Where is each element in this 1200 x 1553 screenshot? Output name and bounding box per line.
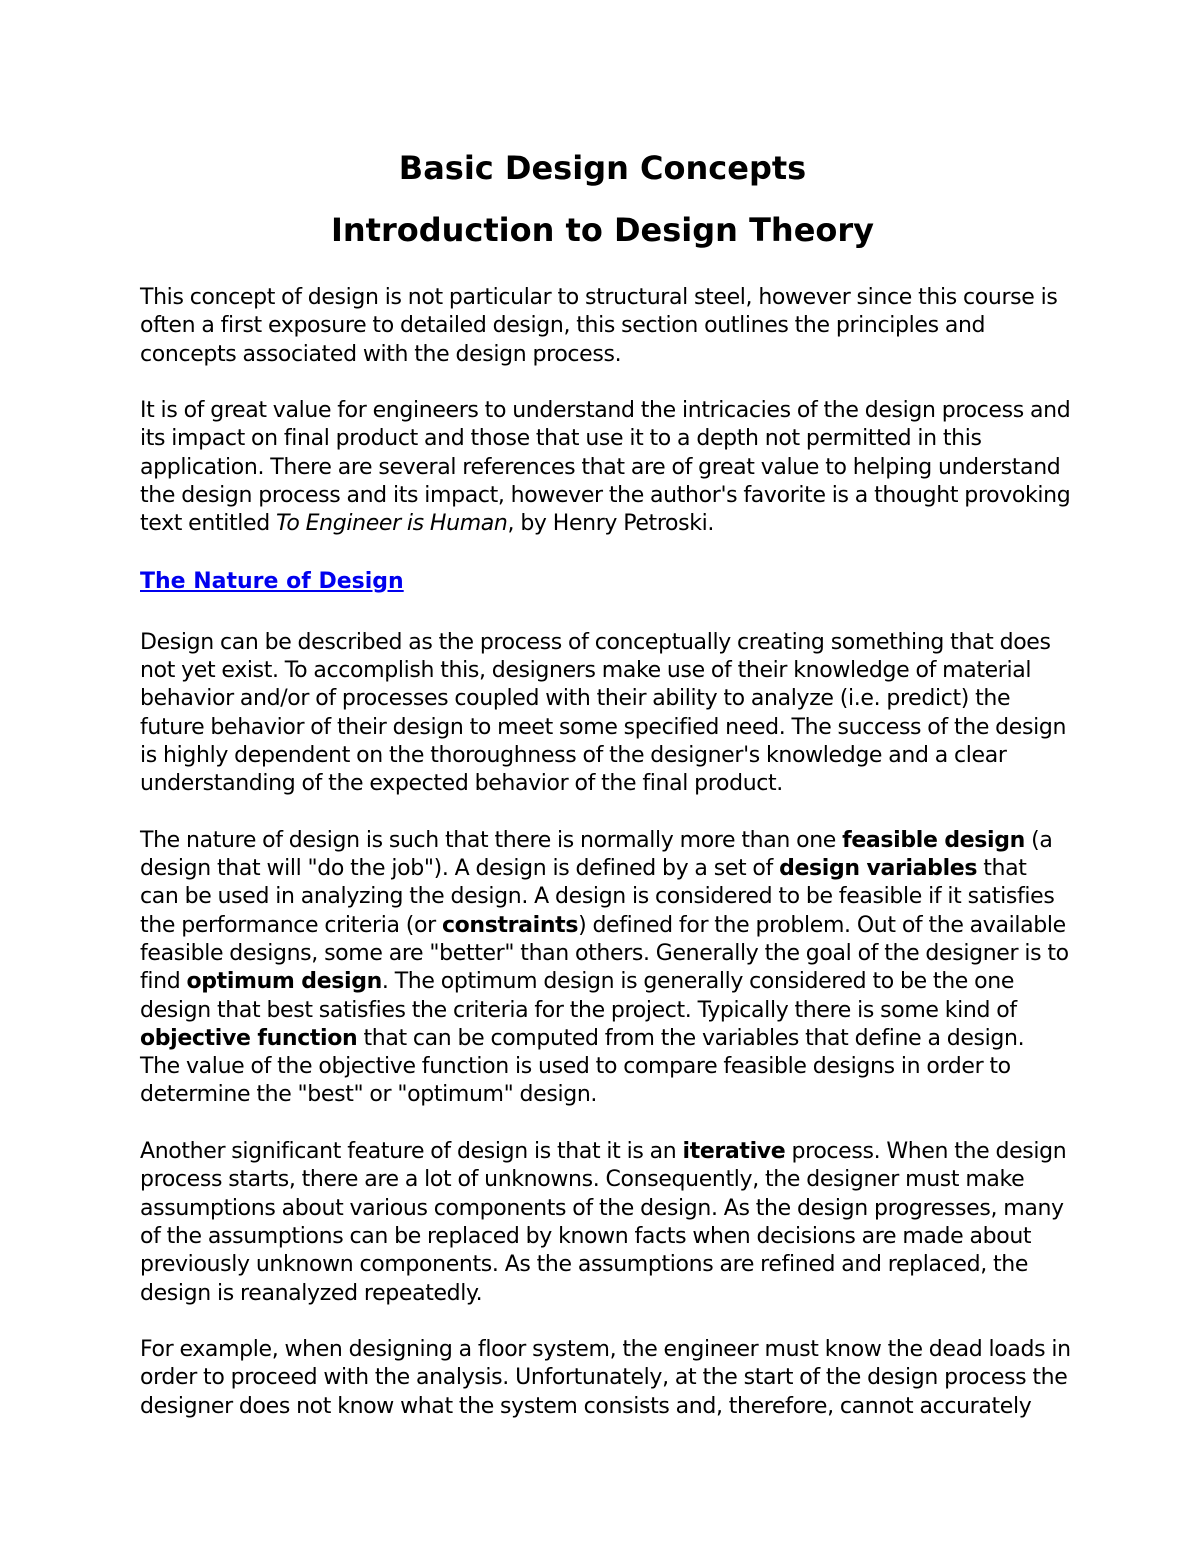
text-line: its impact on final product and those that use it to a depth not permitted in this <box>140 426 982 452</box>
text-line: designer does not know what the system consists and, therefore, cannot accurately <box>140 1393 1032 1419</box>
text-line: behavior and/or of processes coupled with their ability to analyze (i.e. predict) the <box>140 686 1011 712</box>
text-run: the performance criteria (or <box>140 912 442 938</box>
term-constraints: constraints <box>441 912 579 938</box>
text-line <box>140 1025 1065 1053</box>
text-line: future behavior of their design to meet some specified need. The success of the design <box>140 714 1067 740</box>
section-paragraph-1 <box>140 629 1065 799</box>
document-title: Basic Design Concepts <box>398 149 807 187</box>
text-line: process starts, there are a lot of unknowns. Consequently, the designer must make <box>140 1167 1025 1193</box>
text-line: assumptions about various components of the design. As the design progresses, many <box>140 1195 1064 1221</box>
text-line: feasible designs, some are "better" than others. Generally the goal of the designer is to <box>140 940 1069 966</box>
section-paragraph-3 <box>140 1138 1065 1308</box>
book-title: To Engineer is Human <box>275 511 508 537</box>
text-line <box>140 827 1065 855</box>
text-line: design is reanalyzed repeatedly. <box>140 1280 483 1306</box>
text-run: Another significant feature of design is that it is an <box>140 1139 683 1165</box>
term-objective-function: objective function <box>140 1025 358 1051</box>
text-line: order to proceed with the analysis. Unfortunately, at the start of the design process the <box>140 1365 1068 1391</box>
section-paragraph-4 <box>140 1336 1071 1421</box>
section-heading <box>140 567 1065 597</box>
text-line: the design process and its impact, however the author's favorite is a thought provoking <box>140 483 1071 509</box>
text-run: The nature of design is such that there is normally more than one <box>140 827 843 853</box>
text-line <box>140 510 1065 538</box>
text-run: ) defined for the problem. Out of the available <box>578 912 1066 938</box>
text-line: understanding of the expected behavior of the final product. <box>140 771 783 797</box>
text-line <box>140 855 1065 883</box>
text-run: , by Henry Petroski. <box>507 511 715 537</box>
text-line <box>140 912 1065 940</box>
text-line: concepts associated with the design process. <box>140 341 622 367</box>
text-line <box>140 1138 1065 1166</box>
text-line: is highly dependent on the thoroughness of the designer's knowledge and a clear <box>140 742 1007 768</box>
text-line: design that best satisfies the criteria for the project. Typically there is some kind of <box>140 997 1017 1023</box>
intro-paragraph-2 <box>140 397 1071 538</box>
text-line: application. There are several references that are of great value to helping understand <box>140 454 1061 480</box>
text-line: not yet exist. To accomplish this, designers make use of their knowledge of material <box>140 657 1032 683</box>
section-paragraph-2 <box>140 827 1069 1110</box>
text-line: determine the "best" or "optimum" design. <box>140 1082 598 1108</box>
term-feasible-design: feasible design <box>842 827 1025 853</box>
text-run: text entitled <box>140 511 276 537</box>
text-line: For example, when designing a floor system, the engineer must know the dead loads in <box>140 1337 1071 1363</box>
text-line: of the assumptions can be replaced by known facts when decisions are made about <box>140 1223 1032 1249</box>
text-line <box>140 968 1065 996</box>
document-page <box>140 140 1071 1421</box>
text-line: can be used in analyzing the design. A design is considered to be feasible if it satisfies <box>140 884 1055 910</box>
document-subtitle: Introduction to Design Theory <box>330 211 875 249</box>
text-line: Design can be described as the process of conceptually creating something that does <box>140 629 1051 655</box>
text-line: The value of the objective function is used to compare feasible designs in order to <box>140 1054 1011 1080</box>
text-run: process. When the design <box>785 1139 1067 1165</box>
term-iterative: iterative <box>682 1139 786 1165</box>
term-optimum-design: optimum design <box>186 969 382 995</box>
term-design-variables: design variables <box>779 856 978 882</box>
text-line: It is of great value for engineers to understand the intricacies of the design process and <box>140 398 1071 424</box>
text-run: . The optimum design is generally considered to be the one <box>381 969 1015 995</box>
text-line: previously unknown components. As the assumptions are refined and replaced, the <box>140 1252 1029 1278</box>
text-run: (a <box>1024 827 1053 853</box>
text-run: that <box>977 856 1027 882</box>
text-run: that can be computed from the variables that define a design. <box>357 1025 1025 1051</box>
text-line: This concept of design is not particular to structural steel, however since this course is <box>140 285 1058 310</box>
text-run: find <box>140 969 187 995</box>
text-run: design that will "do the job"). A design is defined by a set of <box>140 856 780 882</box>
intro-paragraph-1 <box>140 284 1065 369</box>
text-line: often a first exposure to detailed design, this section outlines the principles and <box>140 313 986 339</box>
section-heading-link[interactable]: The Nature of Design <box>140 568 404 594</box>
